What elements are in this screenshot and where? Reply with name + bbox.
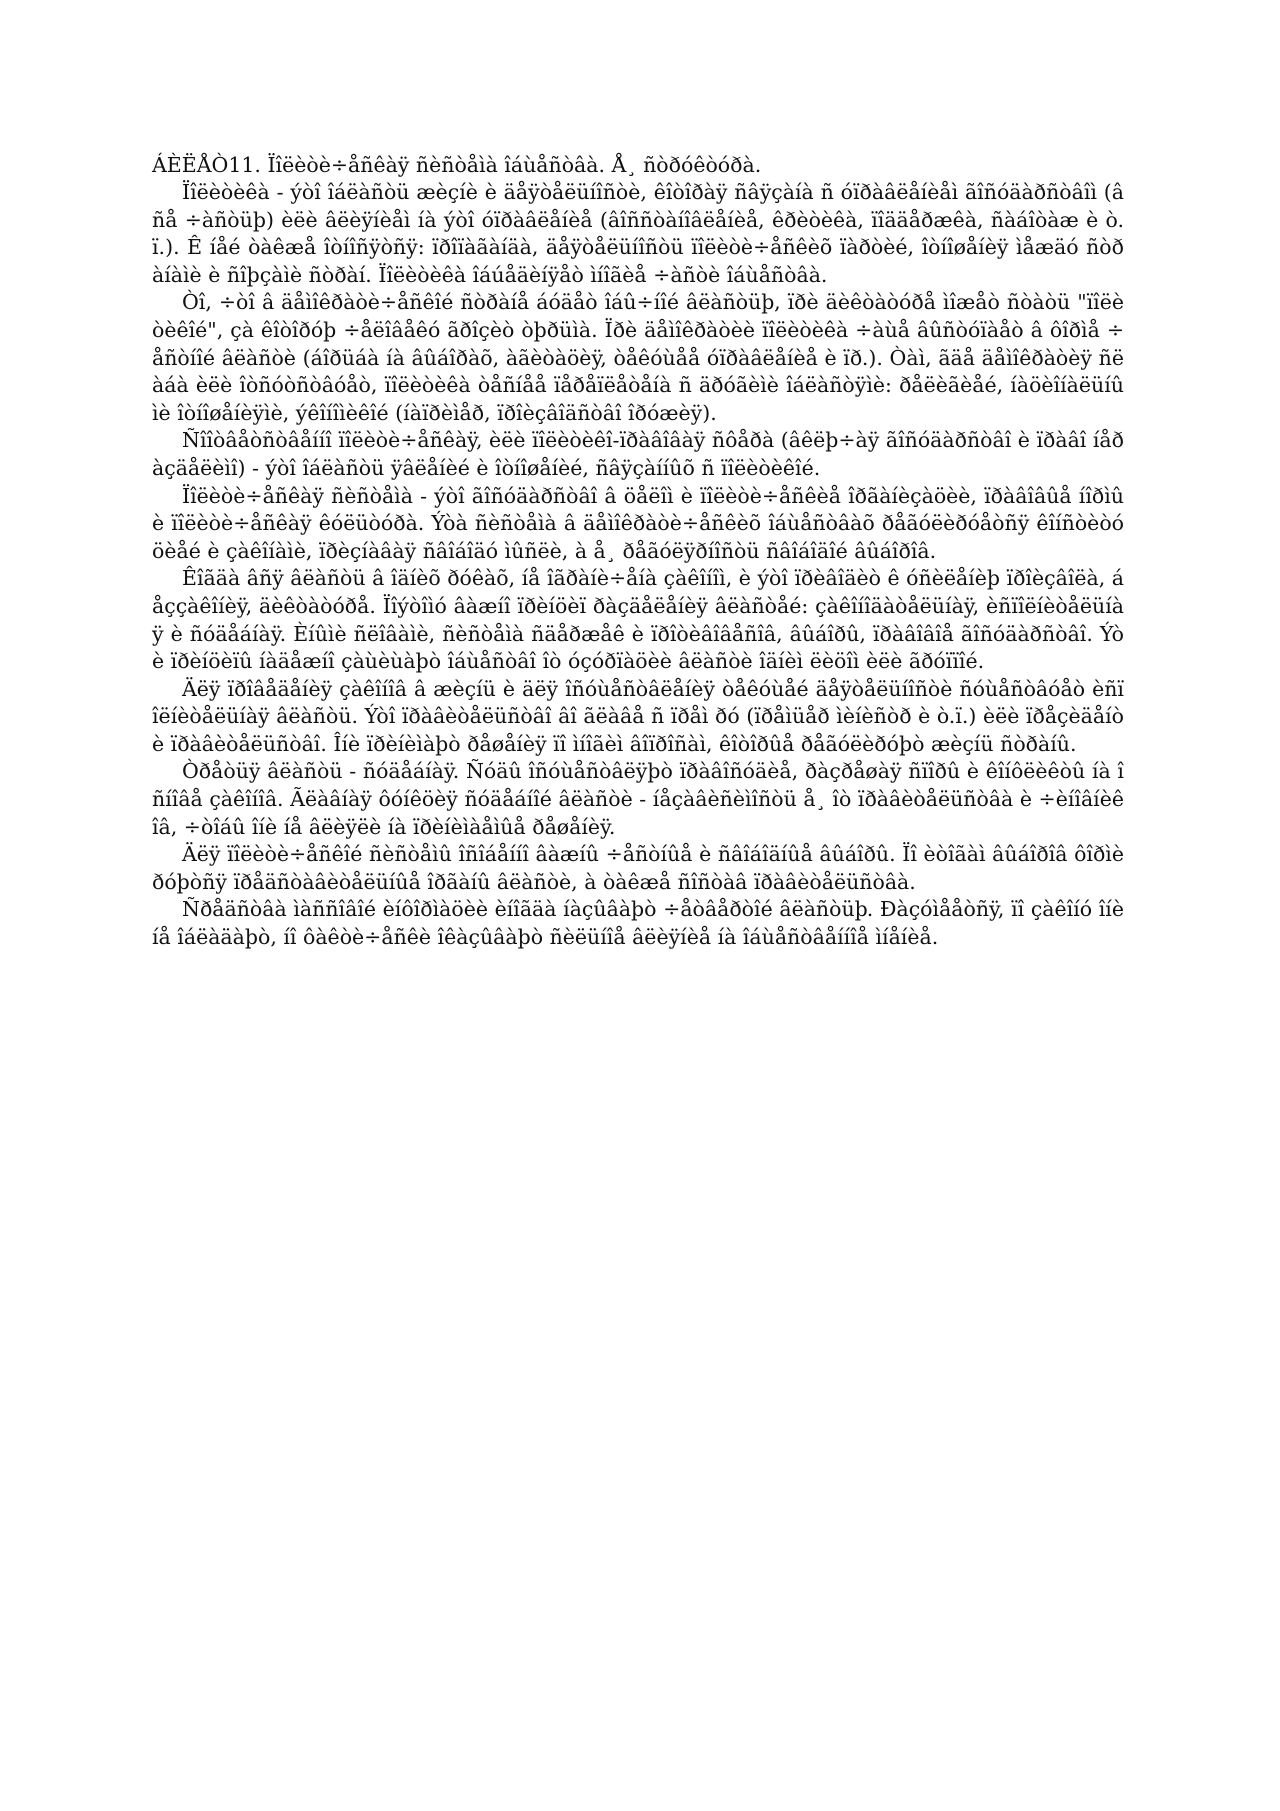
paragraph: Òðåòüÿ âëàñòü - ñóäåáíàÿ. Ñóäû îñóùåñòâëÿþò ïðàâîñóäèå, ðàçðåøàÿ ñïîðû è êîíôëèêòû íà îñíîâå çàêîíîâ. Ãëàâíàÿ ôóíêöèÿ ñóäåáíîé âëàñòè - íåçàâèñèìîñòü å¸ îò ïðàâèòåëüñòâà è ÷èíîâíèêîâ, ÷òîáû îíè íå âëèÿëè íà ïðèíèìàåìûå ðåøåíèÿ. [152,759,1124,839]
paragraph: Êîãäà âñÿ âëàñòü â îäíèõ ðóêàõ, íå îãðàíè÷åíà çàêîíîì, è ýòî ïðèâîäèò ê óñèëåíèþ ïðîèçâîëà, áåççàêîíèÿ, äèêòàòóðå. Ïîýòîìó âàæíî ïðèíöèï ðàçäåëåíèÿ âëàñòåé: çàêîíîäàòåëüíàÿ, èñïîëíèòåëüíàÿ è ñóäåáíàÿ. Èíûìè ñëîâàìè, ñèñòåìà ñäåðæåê è ïðîòèâîâåñîâ, âûáîðû, ïðàâîâîå ãîñóäàðñòâî. Ýòè ïðèíöèïû íàäåæíî çàùèùàþò îáùåñòâî îò óçóðïàöèè âëàñòè îäíèì ëèöîì èëè ãðóïïîé. [152,566,1124,674]
paragraph: Òî, ÷òî â äåìîêðàòè÷åñêîé ñòðàíå áóäåò îáû÷íîé âëàñòüþ, ïðè äèêòàòóðå ìîæåò ñòàòü "ïîëèòèêîé", çà êîòîðóþ ÷åëîâåêó ãðîçèò òþðüìà. Ïðè äåìîêðàòèè ïîëèòèêà ÷àùå âûñòóïàåò â ôîðìå ÷åñòíîé âëàñòè (áîðüáà íà âûáîðàõ, àãèòàöèÿ, òåêóùåå óïðàâëåíèå è ïð.). Òàì, ãäå äåìîêðàòèÿ ñëàáà èëè îòñóòñòâóåò, ïîëèòèêà òåñíåå ïåðåïëåòåíà ñ äðóãèìè îáëàñòÿìè: ðåëèãèåé, íàöèîíàëüíûìè îòíîøåíèÿìè, ýêîíîìèêîé (íàïðèìåð, ïðîèçâîäñòâî îðóæèÿ). [152,290,1124,425]
paragraph: Ïîëèòèêà - ýòî îáëàñòü æèçíè è äåÿòåëüíîñòè, êîòîðàÿ ñâÿçàíà ñ óïðàâëåíèåì ãîñóäàðñòâîì (âñå ÷àñòüþ) èëè âëèÿíèåì íà ýòî óïðàâëåíèå (âîññòàíîâëåíèå, êðèòèêà, ïîääåðæêà, ñàáîòàæ è ò.ï.). Ê íåé òàêæå îòíîñÿòñÿ: ïðîïàãàíäà, äåÿòåëüíîñòü ïîëèòè÷åñêèõ ïàðòèé, îòíîøåíèÿ ìåæäó ñòðàíàìè è ñîþçàìè ñòðàí. Ïîëèòèêà îáúåäèíÿåò ìíîãèå ÷àñòè îáùåñòâà. [152,180,1124,287]
paragraph: Äëÿ ïîëèòè÷åñêîé ñèñòåìû îñîáåííî âàæíû ÷åñòíûå è ñâîáîäíûå âûáîðû. Ïî èòîãàì âûáîðîâ ôîðìèðóþòñÿ ïðåäñòàâèòåëüíûå îðãàíû âëàñòè, à òàêæå ñîñòàâ ïðàâèòåëüñòâà. [152,842,1124,894]
paragraph: Ïîëèòè÷åñêàÿ ñèñòåìà - ýòî ãîñóäàðñòâî â öåëîì è ïîëèòè÷åñêèå îðãàíèçàöèè, ïðàâîâûå íîðìû è ïîëèòè÷åñêàÿ êóëüòóðà. Ýòà ñèñòåìà â äåìîêðàòè÷åñêèõ îáùåñòâàõ ðåãóëèðóåòñÿ êîíñòèòóöèåé è çàêîíàìè, ïðèçíàâàÿ ñâîáîäó ìûñëè, à å¸ ðåãóëÿðíîñòü ñâîáîäîé âûáîðîâ. [152,483,1124,563]
paragraph: Äëÿ ïðîâåäåíèÿ çàêîíîâ â æèçíü è äëÿ îñóùåñòâëåíèÿ òåêóùåé äåÿòåëüíîñòè ñóùåñòâóåò èñïîëíèòåëüíàÿ âëàñòü. Ýòî ïðàâèòåëüñòâî âî ãëàâå ñ ïðåì ðó (ïðåìüåð ìèíèñòð è ò.ï.) èëè ïðåçèäåíò è ïðàâèòåëüñòâî. Îíè ïðèíèìàþò ðåøåíèÿ ïî ìíîãèì âîïðîñàì, êîòîðûå ðåãóëèðóþò æèçíü ñòðàíû. [152,676,1124,756]
document-header: ÁÈËÅÒ11. Ïîëèòè÷åñêàÿ ñèñòåìà îáùåñòâà. Å¸ ñòðóêòóðà. [152,153,762,177]
paragraph: Ñðåäñòâà ìàññîâîé èíôîðìàöèè èíîãäà íàçûâàþò ÷åòâåðòîé âëàñòüþ. Ðàçóìååòñÿ, ïî çàêîíó îíè íå îáëàäàþò, íî ôàêòè÷åñêè îêàçûâàþò ñèëüíîå âëèÿíèå íà îáùåñòâåííîå ìíåíèå. [152,897,1124,950]
paragraph: Ñîîòâåòñòâåííî ïîëèòè÷åñêàÿ, èëè ïîëèòèêî-ïðàâîâàÿ ñôåðà (âêëþ÷àÿ ãîñóäàðñòâî è ïðàâî íåðàçäåëèìî) - ýòî îáëàñòü ÿâëåíèé è îòíîøåíèé, ñâÿçàííûõ ñ ïîëèòèêîé. [152,428,1124,480]
